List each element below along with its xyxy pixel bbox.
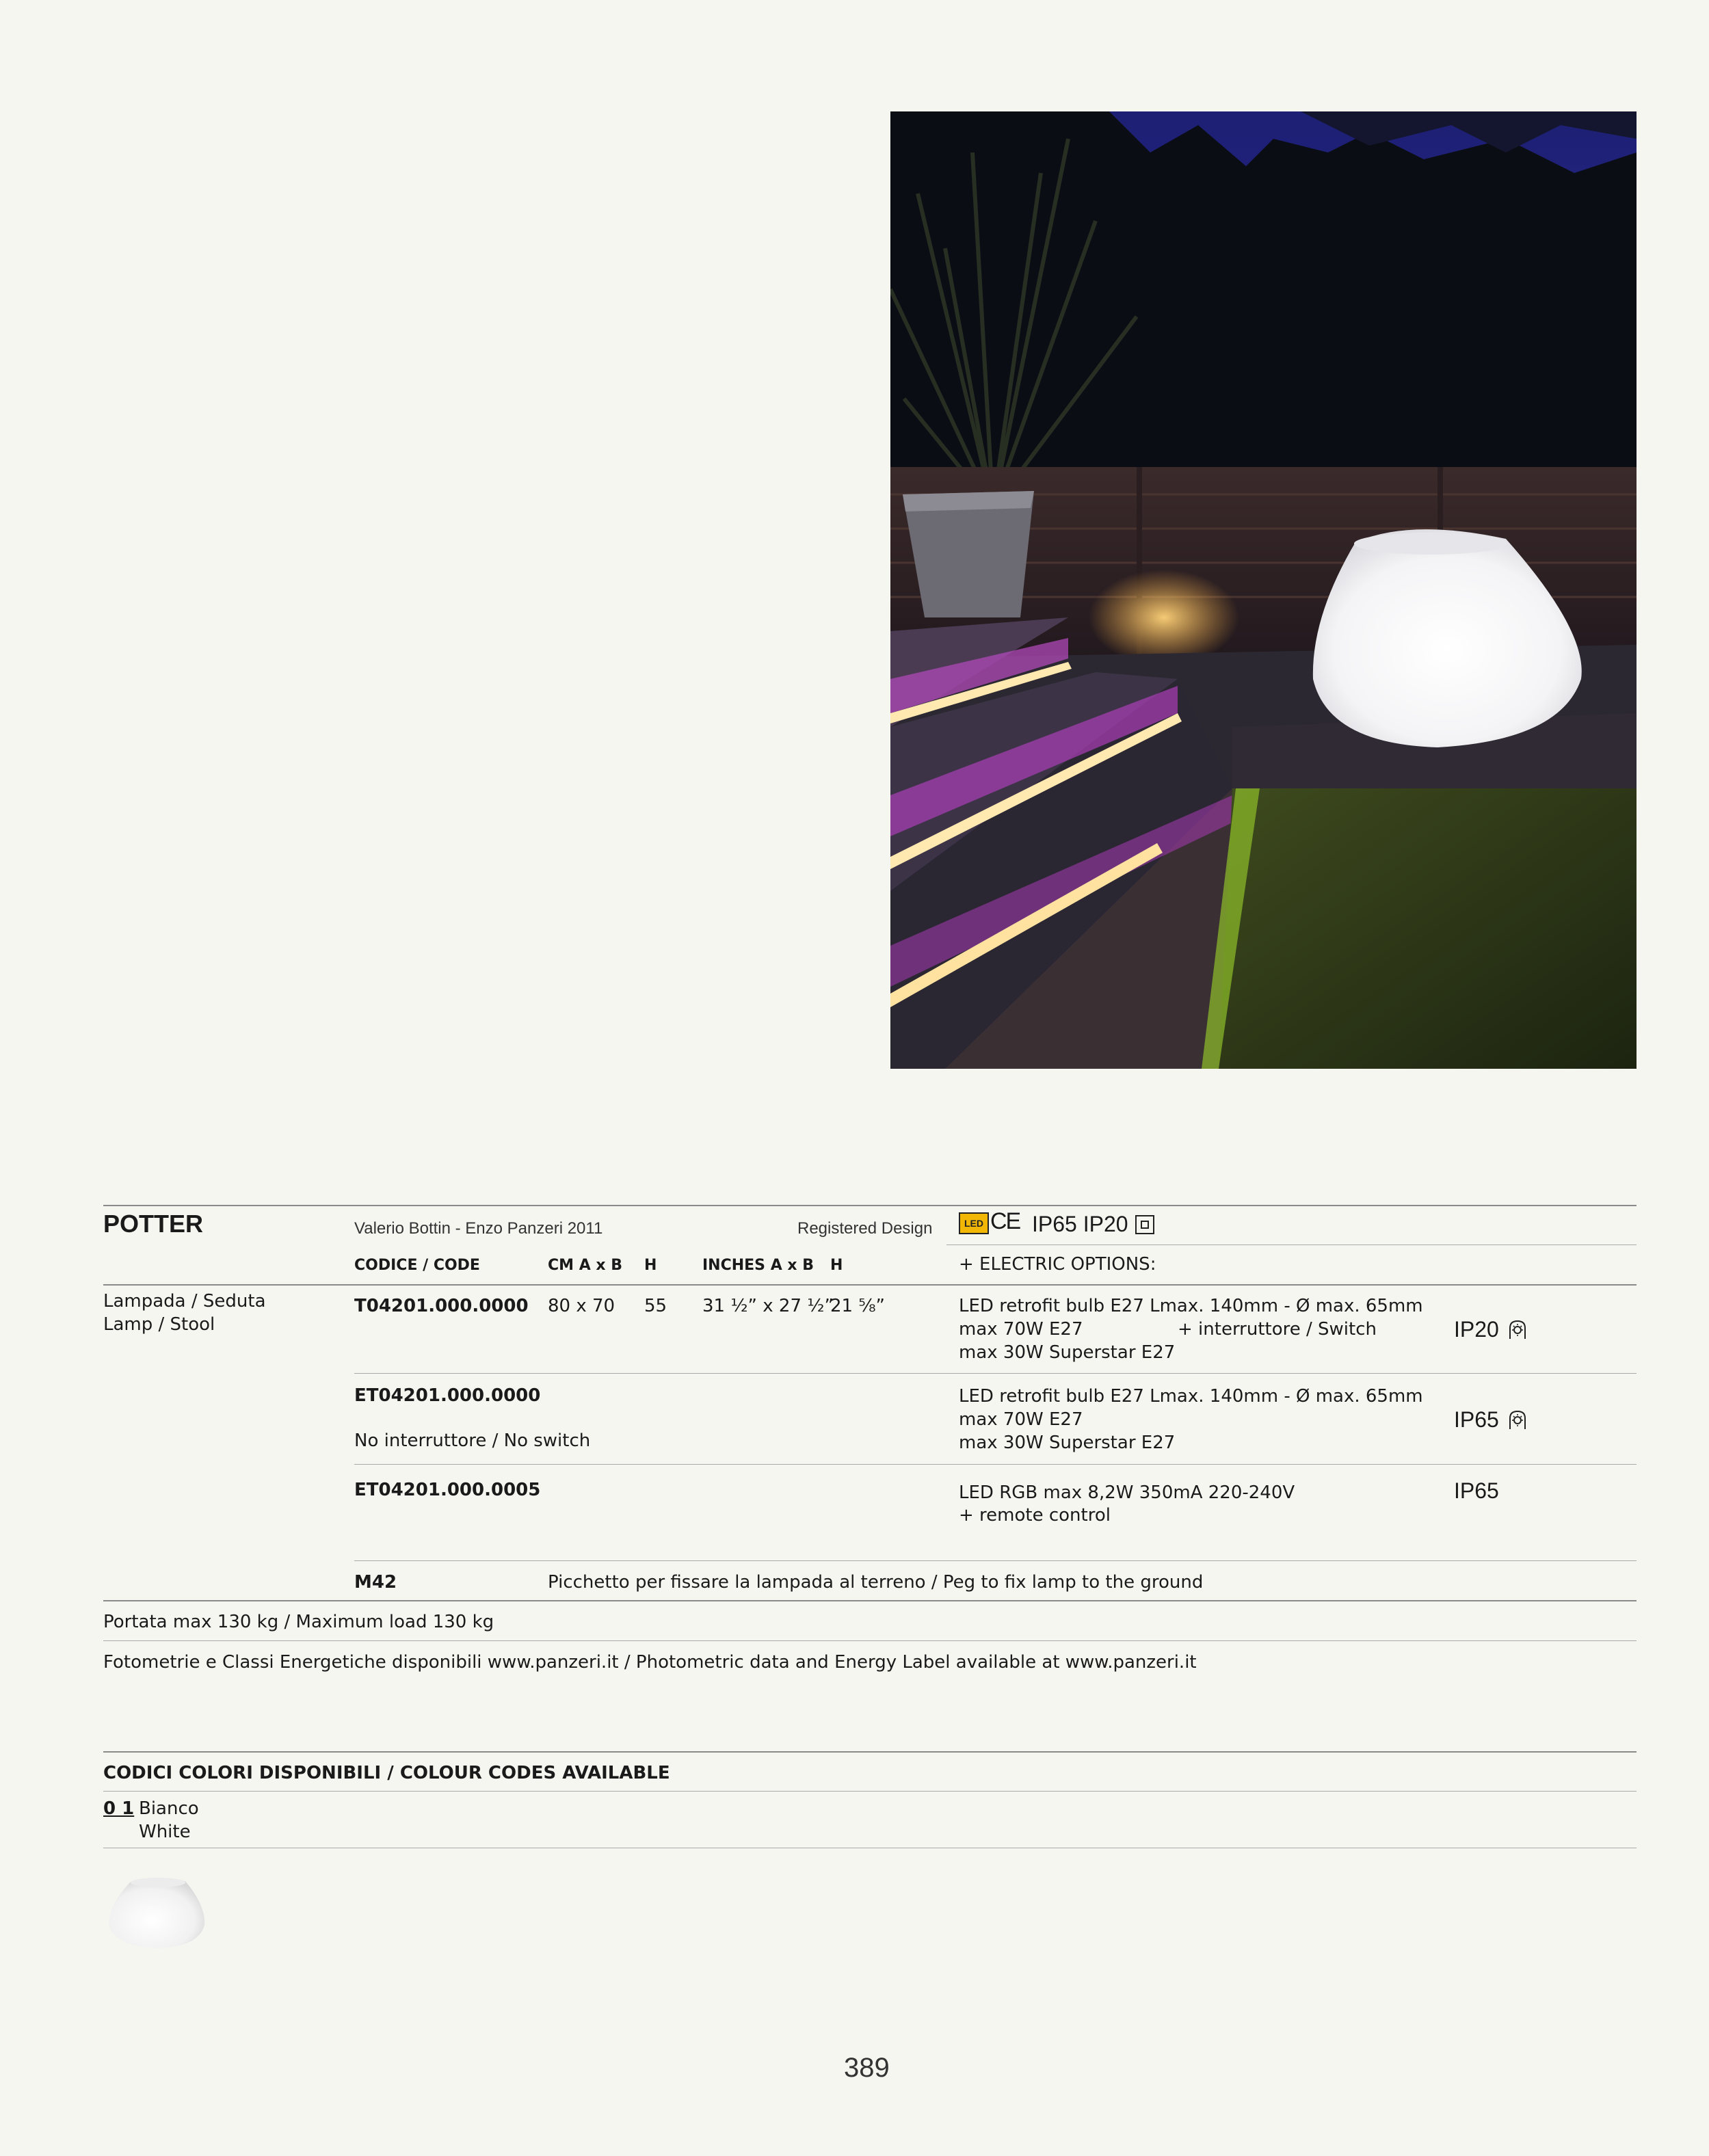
option-line: max 30W Superstar E27 (959, 1342, 1176, 1363)
row-divider (354, 1464, 1637, 1465)
height-inches: 21 ⅝” (830, 1296, 886, 1316)
option-line: LED retrofit bulb E27 Lmax. 140mm - Ø max. 65mm (959, 1296, 1423, 1316)
accessory-rule (354, 1560, 1637, 1561)
notes-divider (103, 1640, 1637, 1641)
column-header-cm: CM A x B (548, 1257, 623, 1274)
height-cm: 55 (644, 1296, 667, 1316)
option-line: + remote control (959, 1505, 1111, 1526)
category-label-it: Lampada / Seduta (103, 1291, 266, 1312)
column-header-h-in: H (830, 1257, 843, 1274)
header-rule (103, 1205, 1637, 1206)
column-header-h-cm: H (644, 1257, 657, 1274)
colour-name-en: White (139, 1822, 191, 1842)
max-load-note: Portata max 130 kg / Maximum load 130 kg (103, 1612, 494, 1632)
colour-codes-heading: CODICI COLORI DISPONIBILI / COLOUR CODES AVAILABLE (103, 1763, 670, 1783)
product-code: T04201.000.0000 (354, 1296, 529, 1316)
outdoor-lamp-icon (1507, 1409, 1528, 1430)
size-inches: 31 ½” x 27 ½” (702, 1296, 834, 1316)
option-line: LED retrofit bulb E27 Lmax. 140mm - Ø max. 65mm (959, 1386, 1423, 1407)
row-divider (354, 1373, 1637, 1374)
accessory-code: M42 (354, 1572, 397, 1593)
page-number: 389 (844, 2053, 890, 2083)
switch-note: No interruttore / No switch (354, 1430, 591, 1451)
ip-ratings: IP65 IP20 (1032, 1212, 1128, 1236)
colours-rule (103, 1751, 1637, 1753)
option-line: max 70W E27 (959, 1319, 1083, 1340)
ce-mark-icon: CE (990, 1208, 1020, 1234)
designer-credit: Valerio Bottin - Enzo Panzeri 2011 (354, 1219, 603, 1238)
switch-option: + interruttore / Switch (1178, 1319, 1377, 1340)
option-line: max 30W Superstar E27 (959, 1433, 1176, 1453)
notes-rule (103, 1600, 1637, 1601)
category-label-en: Lamp / Stool (103, 1314, 215, 1335)
colour-name-it: Bianco (139, 1798, 199, 1819)
ip-rating: IP65 (1454, 1407, 1499, 1432)
ip-rating: IP20 (1454, 1317, 1499, 1342)
ip-rating: IP65 (1454, 1478, 1499, 1503)
product-photo (890, 111, 1637, 1069)
column-header-code: CODICE / CODE (354, 1257, 480, 1274)
white-colour-swatch-image (103, 1865, 213, 1960)
option-line: max 70W E27 (959, 1409, 1083, 1430)
photometric-note: Fotometrie e Classi Energetiche disponibili www.panzeri.it / Photometric data and Energy Label available at www.panzeri.it (103, 1652, 1197, 1673)
size-cm: 80 x 70 (548, 1296, 615, 1316)
product-code: ET04201.000.0000 (354, 1385, 541, 1406)
column-header-inches: INCHES A x B (702, 1257, 814, 1274)
table-header-rule (103, 1284, 1637, 1286)
class-ii-icon (1135, 1215, 1154, 1234)
product-code: ET04201.000.0005 (354, 1480, 541, 1500)
colours-sub-rule (103, 1791, 1637, 1792)
outdoor-lamp-icon (1507, 1318, 1528, 1340)
colour-code: 0 1 (103, 1798, 135, 1819)
product-name: POTTER (103, 1210, 204, 1238)
registered-design-label: Registered Design (797, 1219, 933, 1238)
option-line: LED RGB max 8,2W 350mA 220-240V (959, 1482, 1295, 1503)
accessory-description: Picchetto per fissare la lampada al terreno / Peg to fix lamp to the ground (548, 1572, 1204, 1593)
led-icon: LED (959, 1212, 989, 1234)
column-header-electric-options: + ELECTRIC OPTIONS: (959, 1254, 1156, 1275)
